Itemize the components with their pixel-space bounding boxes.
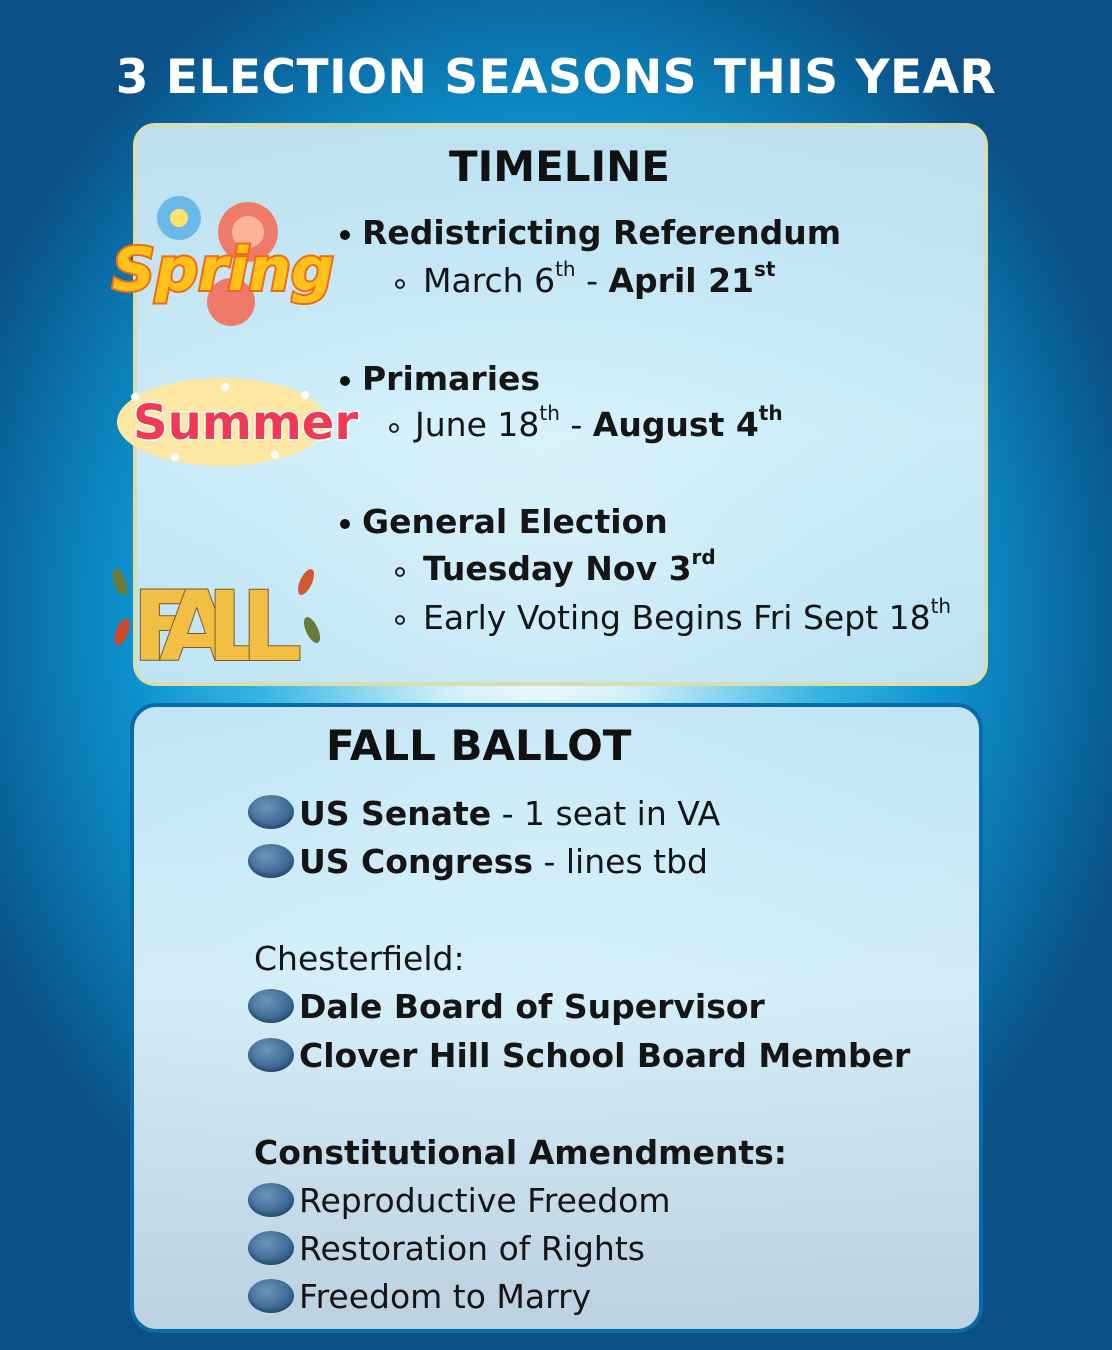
ballot-item: Clover Hill School Board Member — [299, 1036, 911, 1075]
ballot-oval-icon — [248, 795, 294, 829]
summer-dates: June 18th - August 4th — [415, 401, 783, 444]
sub-bullet — [395, 279, 405, 289]
ballot-item: Dale Board of Supervisor — [299, 987, 765, 1026]
sub-bullet — [389, 423, 399, 433]
ballot-oval-icon — [248, 1183, 294, 1217]
election-day: Tuesday Nov 3rd — [423, 545, 716, 588]
ballot-item: US Congress - lines tbd — [299, 842, 708, 881]
bullet — [340, 519, 350, 529]
ballot-title: FALL BALLOT — [326, 721, 632, 770]
ballot-card — [130, 703, 983, 1333]
ballot-item: US Senate - 1 seat in VA — [299, 794, 721, 833]
ballot-oval-icon — [248, 1231, 294, 1265]
sub-bullet — [395, 615, 405, 625]
bullet — [340, 230, 350, 240]
early-voting: Early Voting Begins Fri Sept 18th — [423, 594, 952, 637]
spring-event: Redistricting Referendum — [362, 213, 842, 252]
bullet — [340, 376, 350, 386]
ballot-oval-icon — [248, 844, 294, 878]
ballot-oval-icon — [248, 989, 294, 1023]
summer-sticker — [115, 375, 358, 470]
ballot-item: Reproductive Freedom — [299, 1181, 671, 1220]
headline: 3 ELECTION SEASONS THIS YEAR — [115, 50, 997, 105]
fall-label: FALL — [132, 571, 302, 683]
spring-label: Spring — [112, 235, 334, 305]
sub-bullet — [395, 567, 405, 577]
spring-dates: March 6th - April 21st — [423, 257, 776, 300]
local-heading: Chesterfield: — [254, 939, 465, 978]
timeline-title: TIMELINE — [449, 142, 670, 191]
ballot-oval-icon — [248, 1038, 294, 1072]
summer-label: Summer — [133, 395, 358, 451]
amendments-heading: Constitutional Amendments: — [254, 1133, 787, 1172]
ballot-item: Freedom to Marry — [299, 1277, 592, 1316]
ballot-oval-icon — [248, 1279, 294, 1313]
summer-event: Primaries — [362, 359, 541, 398]
spring-sticker — [106, 190, 334, 335]
ballot-item: Restoration of Rights — [299, 1229, 645, 1268]
fall-event: General Election — [362, 502, 668, 541]
fall-sticker — [106, 552, 328, 683]
